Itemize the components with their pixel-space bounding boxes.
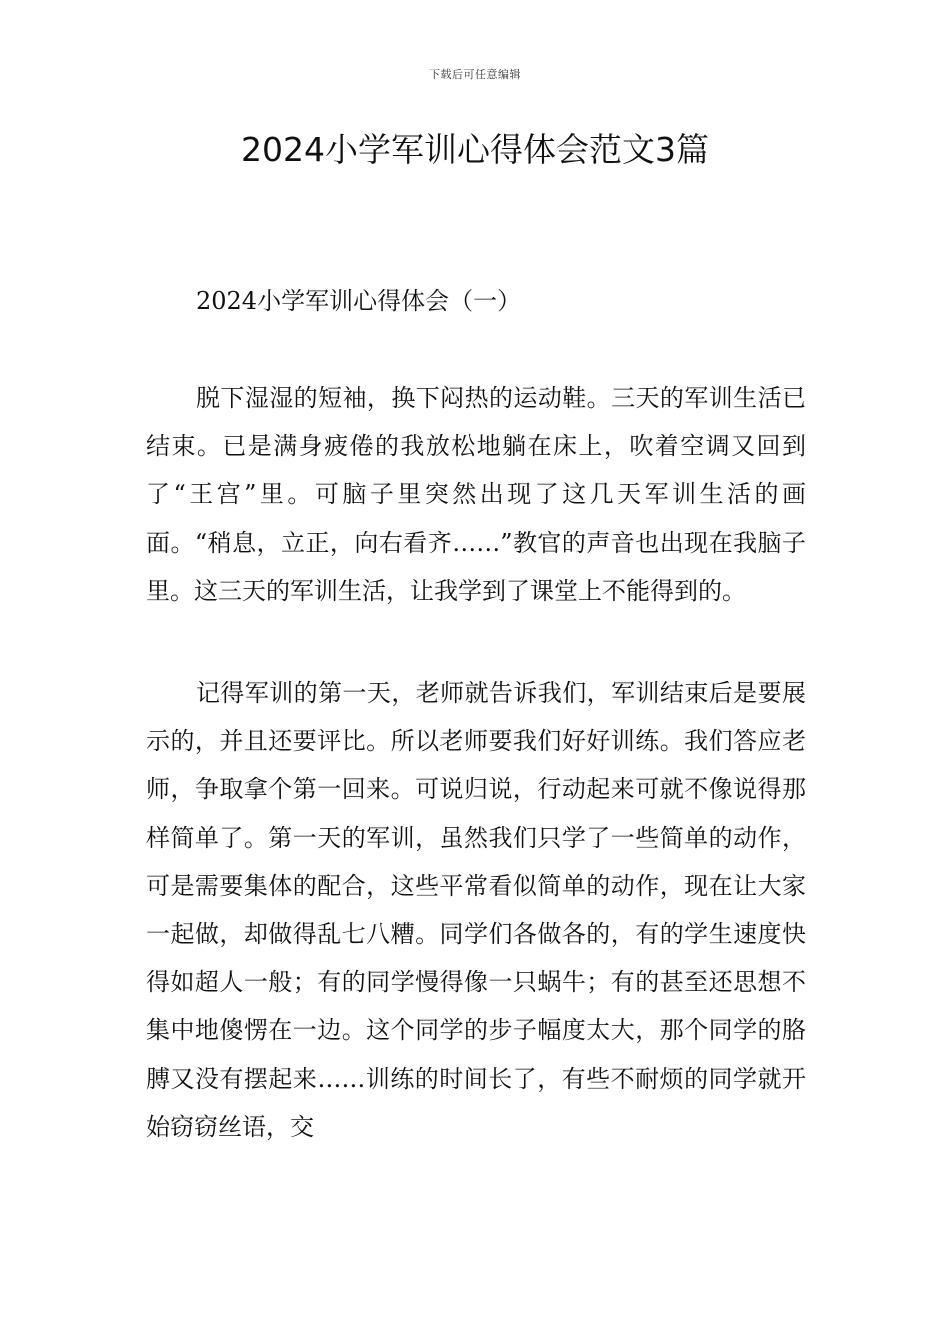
- document-title: 2024小学军训心得体会范文3篇: [241, 130, 709, 169]
- section-heading: 2024小学军训心得体会（一）: [196, 287, 522, 315]
- document-body: [146, 282, 806, 1151]
- page-header-note: 下载后可任意编辑: [429, 68, 521, 81]
- paragraph-2: 记得军训的第一天，老师就告诉我们，军训结束后是要展示的，并且还要评比。所以老师要我们好好训练。我们答应老师，争取拿个第一回来。可说归说，行动起来可就不像说得那样简单了。第一天的军训，虽然我们只学了一些简单的动作，可是需要集体的配合，这些平常看似简单的动作，现在让大家一起做，却做得乱七八糟。同学们各做各的，有的学生速度快得如超人一般；有的同学慢得像一只蜗牛；有的甚至还思想不集中地傻愣在一边。这个同学的步子幅度太大，那个同学的胳膊又没有摆起来……训练的时间长了，有些不耐烦的同学就开始窃窃丝语，交: [146, 679, 806, 1141]
- paragraph-1: 脱下湿湿的短袖，换下闷热的运动鞋。三天的军训生活已结束。已是满身疲倦的我放松地躺在床上，吹着空调又回到了“王宫”里。可脑子里突然出现了这几天军训生活的画面。“稍息，立正，向右看齐……”教官的声音也出现在我脑子里。这三天的军训生活，让我学到了课堂上不能得到的。: [146, 384, 806, 605]
